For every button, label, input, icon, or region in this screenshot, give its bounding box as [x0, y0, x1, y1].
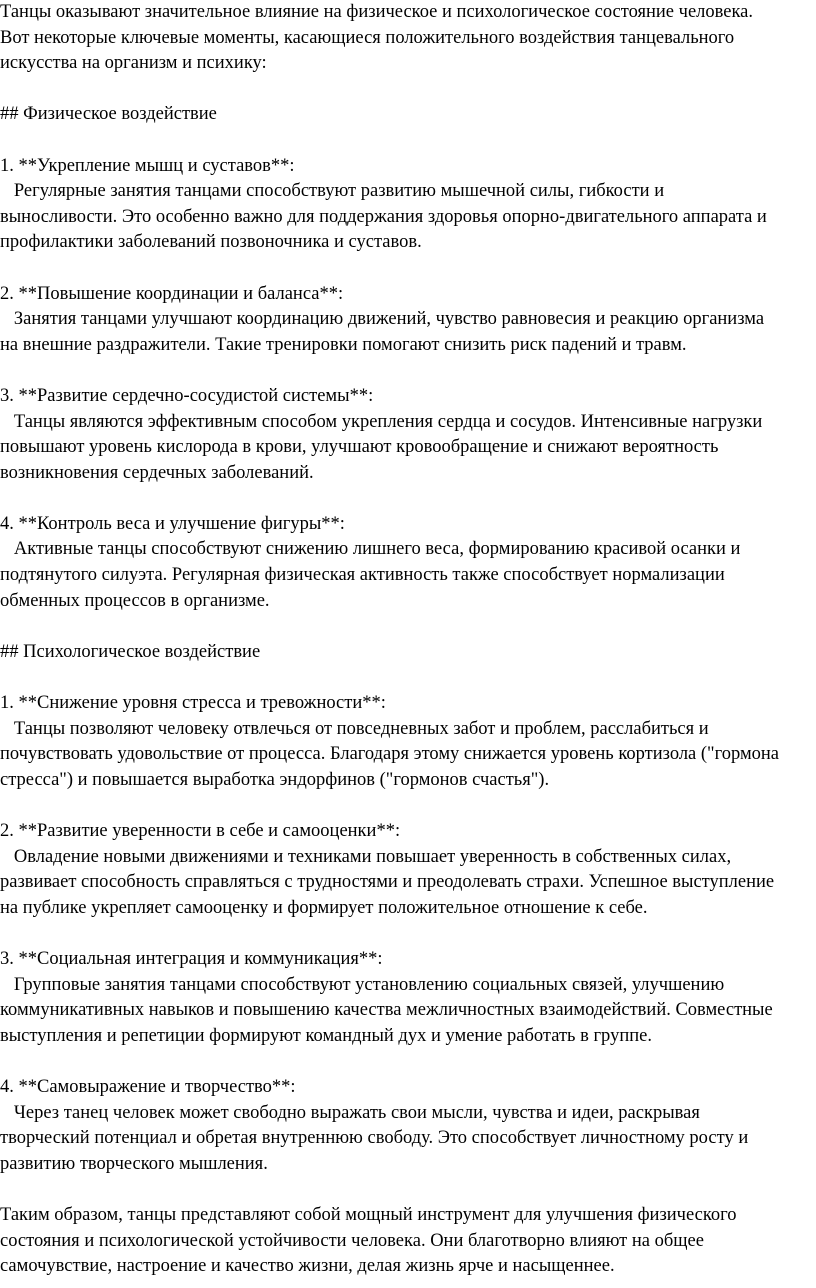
text-line: Танцы являются эффективным способом укрепления сердца и сосудов. Интенсивные нагрузки	[0, 411, 763, 432]
blank-line	[0, 358, 816, 384]
text-line: повышают уровень кислорода в крови, улучшают кровообращение и снижают вероятность	[0, 437, 719, 458]
blank-line	[0, 665, 816, 691]
text-line: 3. **Развитие сердечно-сосудистой системы**:	[0, 385, 374, 406]
text-line: ## Физическое воздействие	[0, 104, 217, 125]
text-line: 4. **Контроль веса и улучшение фигуры**:	[0, 513, 345, 534]
text-line: выносливости. Это особенно важно для поддержания здоровья опорно-двигательного аппарата и	[0, 206, 767, 227]
blank-line	[0, 256, 816, 282]
text-line: Танцы позволяют человеку отвлечься от повседневных забот и проблем, расслабиться и	[0, 718, 709, 739]
text-line: Занятия танцами улучшают координацию движений, чувство равновесия и реакцию организма	[0, 309, 765, 330]
text-line: почувствовать удовольствие от процесса. Благодаря этому снижается уровень кортизола ("гормона	[0, 744, 780, 765]
text-line: Групповые занятия танцами способствуют установлению социальных связей, улучшению	[0, 974, 725, 995]
text-line: стресса") и повышается выработка эндорфинов ("гормонов счастья").	[0, 769, 550, 790]
text-line: развивает способность справляться с трудностями и преодолевать страхи. Успешное выступление	[0, 872, 775, 893]
text-line: подтянутого силуэта. Регулярная физическая активность также способствует нормализации	[0, 565, 725, 586]
text-line: Через танец человек может свободно выражать свои мысли, чувства и идеи, раскрывая	[0, 1102, 700, 1123]
text-line: Овладение новыми движениями и техниками повышает уверенность в собственных силах,	[0, 846, 732, 867]
text-line: состояния и психологической устойчивости человека. Они благотворно влияют на общее	[0, 1230, 704, 1251]
blank-line	[0, 486, 816, 512]
blank-line	[0, 77, 816, 103]
text-line: искусства на организм и психику:	[0, 53, 267, 74]
text-line: Таким образом, танцы представляют собой мощный инструмент для улучшения физического	[0, 1204, 737, 1225]
text-line: творческий потенциал и обретая внутреннюю свободу. Это способствует личностному росту и	[0, 1128, 749, 1149]
text-line: 1. **Снижение уровня стресса и тревожности**:	[0, 693, 386, 714]
blank-line	[0, 614, 816, 640]
text-line: 3. **Социальная интеграция и коммуникация**:	[0, 948, 383, 969]
text-line: развитию творческого мышления.	[0, 1153, 268, 1174]
blank-line	[0, 921, 816, 947]
text-line: на публике укрепляет самооценку и формирует положительное отношение к себе.	[0, 897, 648, 918]
blank-line	[0, 793, 816, 819]
text-line: Регулярные занятия танцами способствуют развитию мышечной силы, гибкости и	[0, 181, 665, 202]
text-line: 2. **Повышение координации и баланса**:	[0, 283, 344, 304]
text-line: 1. **Укрепление мышц и суставов**:	[0, 155, 295, 176]
text-line: самочувствие, настроение и качество жизни, делая жизнь ярче и насыщеннее.	[0, 1256, 615, 1277]
text-line: возникновения сердечных заболеваний.	[0, 462, 314, 483]
text-line: 4. **Самовыражение и творчество**:	[0, 1076, 296, 1097]
text-line: 2. **Развитие уверенности в себе и самооценки**:	[0, 821, 401, 841]
text-line: на внешние раздражители. Такие тренировки помогают снизить риск падений и травм.	[0, 334, 687, 355]
text-line: выступления и репетиции формируют командный дух и умение работать в группе.	[0, 1025, 652, 1046]
text-line: профилактики заболеваний позвоночника и суставов.	[0, 232, 422, 253]
text-line: Вот некоторые ключевые моменты, касающиеся положительного воздействия танцевального	[0, 27, 735, 48]
text-line: обменных процессов в организме.	[0, 590, 270, 611]
text-line: коммуникативных навыков и повышению качества межличностных взаимодействий. Совместные	[0, 1000, 773, 1021]
blank-line	[0, 1049, 816, 1075]
blank-line	[0, 1177, 816, 1203]
text-line: Активные танцы способствуют снижению лишнего веса, формированию красивой осанки и	[0, 539, 741, 560]
text-line: Танцы оказывают значительное влияние на физическое и психологическое состояние человека.	[0, 2, 754, 22]
blank-line	[0, 128, 816, 154]
text-line: ## Психологическое воздействие	[0, 641, 261, 662]
